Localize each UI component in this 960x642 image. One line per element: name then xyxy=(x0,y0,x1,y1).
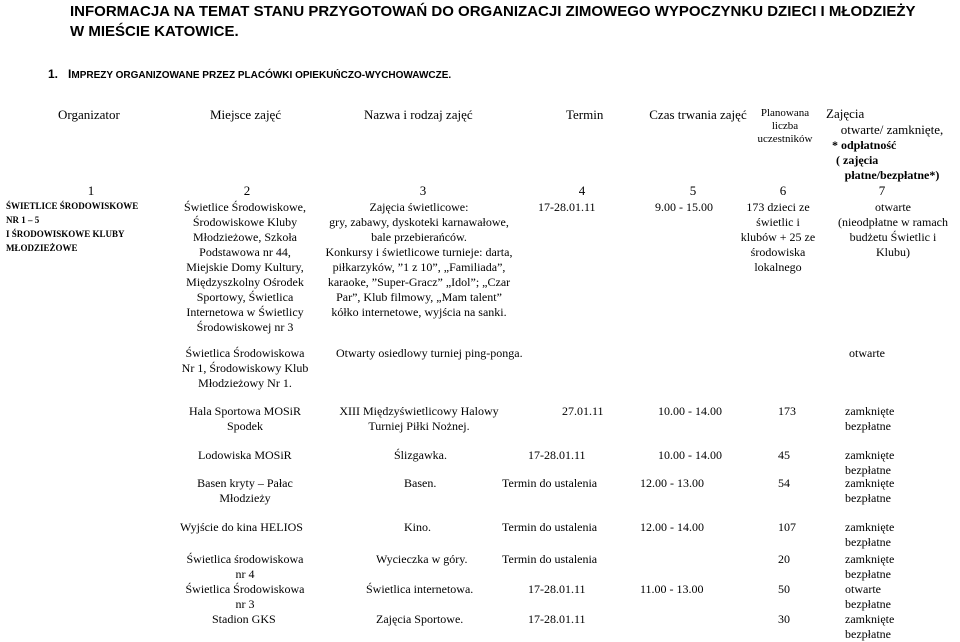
row-4-access xyxy=(845,476,894,506)
access-line: zamknięte xyxy=(845,476,895,490)
row-0-time: 9.00 - 15.00 xyxy=(655,200,713,214)
row-3-count: 45 xyxy=(778,448,790,462)
row-7-count: 50 xyxy=(778,582,790,596)
access-line: bezpłatne xyxy=(845,491,891,505)
place-line: Środowiskowej nr 3 xyxy=(196,320,294,334)
name-line: karaoke, ”Super-Gracz” „Idol”; „Czar xyxy=(327,275,511,289)
place-line: Świetlice Środowiskowe, xyxy=(184,200,306,214)
row-1-access: otwarte xyxy=(849,346,885,360)
row-5-date: Termin do ustalenia xyxy=(502,520,598,534)
place-line: Świetlica Środowiskowa xyxy=(185,582,305,596)
header-duration: Czas trwania zajęć xyxy=(649,107,747,122)
name-line: piłkarzyków, ”1 z 10”, „Familiada”, xyxy=(332,260,506,274)
count-line: środowiska xyxy=(750,245,806,259)
row-7-place xyxy=(160,582,330,612)
name-line: XIII Międzyświetlicowy Halowy xyxy=(339,404,499,418)
access-line: bezpłatne xyxy=(845,419,891,433)
header-access-line: otwarte/ zamknięte, xyxy=(840,122,944,137)
place-line: Młodzieży xyxy=(219,491,271,505)
organizer-line: MŁODZIEŻOWE xyxy=(6,243,78,253)
count-line: lokalnego xyxy=(754,260,802,274)
row-1-name: Otwarty osiedlowy turniej ping-ponga. xyxy=(336,346,523,360)
count-line: klubów + 25 ze xyxy=(740,230,816,244)
row-4-count: 54 xyxy=(778,476,790,490)
row-0-name xyxy=(312,200,526,320)
place-line: Młodzieżowe, Szkoła xyxy=(193,230,297,244)
row-3-time: 10.00 - 14.00 xyxy=(658,448,722,462)
section-initial: I xyxy=(68,67,72,81)
place-line: Świetlica Środowiskowa xyxy=(185,346,305,360)
header-organizer: Organizator xyxy=(58,107,120,122)
row-7-time: 11.00 - 13.00 xyxy=(640,582,704,596)
name-line: Par”, Klub filmowy, „Mam talent” xyxy=(336,290,502,304)
row-3-place: Lodowiska MOSiR xyxy=(198,448,292,462)
row-6-count: 20 xyxy=(778,552,790,566)
access-line: (nieodpłatne w ramach xyxy=(838,215,948,229)
row-7-access xyxy=(845,582,891,612)
organizer-line: NR 1 – 5 xyxy=(6,215,40,225)
place-line: Młodzieżowy Nr 1. xyxy=(198,376,292,390)
col-number: 1 xyxy=(87,183,95,198)
row-2-time: 10.00 - 14.00 xyxy=(658,404,722,418)
place-line: Hala Sportowa MOSiR xyxy=(189,404,301,418)
row-5-access xyxy=(845,520,894,550)
name-line: kółko internetowe, wyjścia na sanki. xyxy=(331,305,507,319)
access-line: zamknięte xyxy=(845,448,895,462)
header-access xyxy=(826,106,958,183)
place-line: Międzyszkolny Ośrodek xyxy=(186,275,304,289)
name-line: Zajęcia świetlicowe: xyxy=(369,200,469,214)
row-4-place xyxy=(160,476,330,506)
row-7-date: 17-28.01.11 xyxy=(528,582,586,596)
place-line: Miejskie Domy Kultury, xyxy=(186,260,304,274)
access-line: bezpłatne xyxy=(845,597,891,611)
place-line: Podstawowa nr 44, xyxy=(199,245,291,259)
organizer-line: I ŚRODOWISKOWE KLUBY xyxy=(6,229,125,239)
row-0-access xyxy=(826,200,960,260)
row-8-access xyxy=(845,612,894,642)
name-line: bale przebierańców. xyxy=(371,230,467,244)
access-line: bezpłatne xyxy=(845,567,891,581)
place-line: Internetowa w Świetlicy xyxy=(186,305,304,319)
row-2-date: 27.01.11 xyxy=(562,404,604,418)
row-5-name: Kino. xyxy=(404,520,431,534)
row-6-date: Termin do ustalenia xyxy=(502,552,598,566)
section-heading xyxy=(48,66,451,84)
place-line: nr 4 xyxy=(235,567,255,581)
organizer-line: ŚWIETLICE ŚRODOWISKOWE xyxy=(6,201,139,211)
row-3-name: Ślizgawka. xyxy=(394,448,447,462)
col-number: 5 xyxy=(689,183,697,198)
row-4-time: 12.00 - 13.00 xyxy=(640,476,704,490)
document-title: INFORMACJA NA TEMAT STANU PRZYGOTOWAŃ DO ORGANIZACJI ZIMOWEGO WYPOCZYNKU DZIECI I MŁODZIEŻY W MIEŚCIE KATOWICE. xyxy=(70,3,916,40)
row-2-count: 173 xyxy=(778,404,796,418)
row-1-place xyxy=(160,346,330,391)
row-4-name: Basen. xyxy=(404,476,437,490)
col-number: 6 xyxy=(779,183,787,198)
header-access-line: Zajęcia xyxy=(826,106,865,121)
section-title: MPREZY ORGANIZOWANE PRZEZ PLACÓWKI OPIEKUŃCZO-WYCHOWAWCZE. xyxy=(71,70,452,81)
access-line: bezpłatne xyxy=(845,535,891,549)
header-planned: Planowana liczba uczestników xyxy=(757,107,813,145)
header-access-line: * odpłatność xyxy=(832,138,897,152)
access-line: bezpłatne xyxy=(845,627,891,641)
row-6-place xyxy=(160,552,330,582)
access-line: Klubu) xyxy=(876,245,910,259)
name-line: Konkursy i świetlicowe turnieje: darta, xyxy=(325,245,513,259)
row-7-name: Świetlica internetowa. xyxy=(366,582,474,596)
header-date: Termin xyxy=(566,107,604,122)
access-line: zamknięte xyxy=(845,404,895,418)
header-place: Miejsce zajęć xyxy=(210,107,282,122)
row-5-time: 12.00 - 14.00 xyxy=(640,520,704,534)
row-2-place xyxy=(160,404,330,434)
row-8-date: 17-28.01.11 xyxy=(528,612,586,626)
col-number: 3 xyxy=(419,183,427,198)
row-4-date: Termin do ustalenia xyxy=(502,476,598,490)
row-0-count xyxy=(728,200,828,275)
row-5-count: 107 xyxy=(778,520,796,534)
access-line: zamknięte xyxy=(845,612,895,626)
row-8-count: 30 xyxy=(778,612,790,626)
row-0-place xyxy=(160,200,330,335)
access-line: budżetu Świetlic i xyxy=(849,230,937,244)
row-3-date: 17-28.01.11 xyxy=(528,448,586,462)
row-6-access xyxy=(845,552,894,582)
row-8-name: Zajęcia Sportowe. xyxy=(376,612,464,626)
access-line: zamknięte xyxy=(845,552,895,566)
access-line: otwarte xyxy=(845,582,881,596)
section-number: 1. xyxy=(48,67,59,81)
row-8-place: Stadion GKS xyxy=(212,612,276,626)
header-name: Nazwa i rodzaj zajęć xyxy=(364,107,473,122)
access-line: otwarte xyxy=(875,200,911,214)
name-line: Turniej Piłki Nożnej. xyxy=(368,419,470,433)
row-3-access xyxy=(845,448,894,478)
count-line: 173 dzieci ze xyxy=(746,200,810,214)
col-number: 7 xyxy=(878,183,886,198)
row-2-name xyxy=(312,404,526,434)
access-line: zamknięte xyxy=(845,520,895,534)
col-number: 2 xyxy=(243,183,251,198)
place-line: Środowiskowe Kluby xyxy=(192,215,298,229)
organizer-cell xyxy=(6,199,176,255)
name-line: gry, zabawy, dyskoteki karnawałowe, xyxy=(329,215,509,229)
place-line: Nr 1, Środowiskowy Klub xyxy=(181,361,309,375)
place-line: nr 3 xyxy=(235,597,255,611)
row-2-access xyxy=(845,404,894,434)
row-0-date: 17-28.01.11 xyxy=(538,200,596,214)
row-6-name: Wycieczka w góry. xyxy=(376,552,468,566)
place-line: Spodek xyxy=(227,419,263,433)
count-line: świetlic i xyxy=(756,215,800,229)
place-line: Sportowy, Świetlica xyxy=(196,290,294,304)
access-line: bezpłatne xyxy=(845,463,891,477)
place-line: Świetlica środowiskowa xyxy=(186,552,304,566)
col-number: 4 xyxy=(578,183,586,198)
row-5-place: Wyjście do kina HELIOS xyxy=(180,520,303,534)
place-line: Basen kryty – Pałac xyxy=(197,476,293,490)
header-access-line: ( zajęcia xyxy=(836,153,879,167)
header-access-line: płatne/bezpłatne*) xyxy=(844,168,940,182)
